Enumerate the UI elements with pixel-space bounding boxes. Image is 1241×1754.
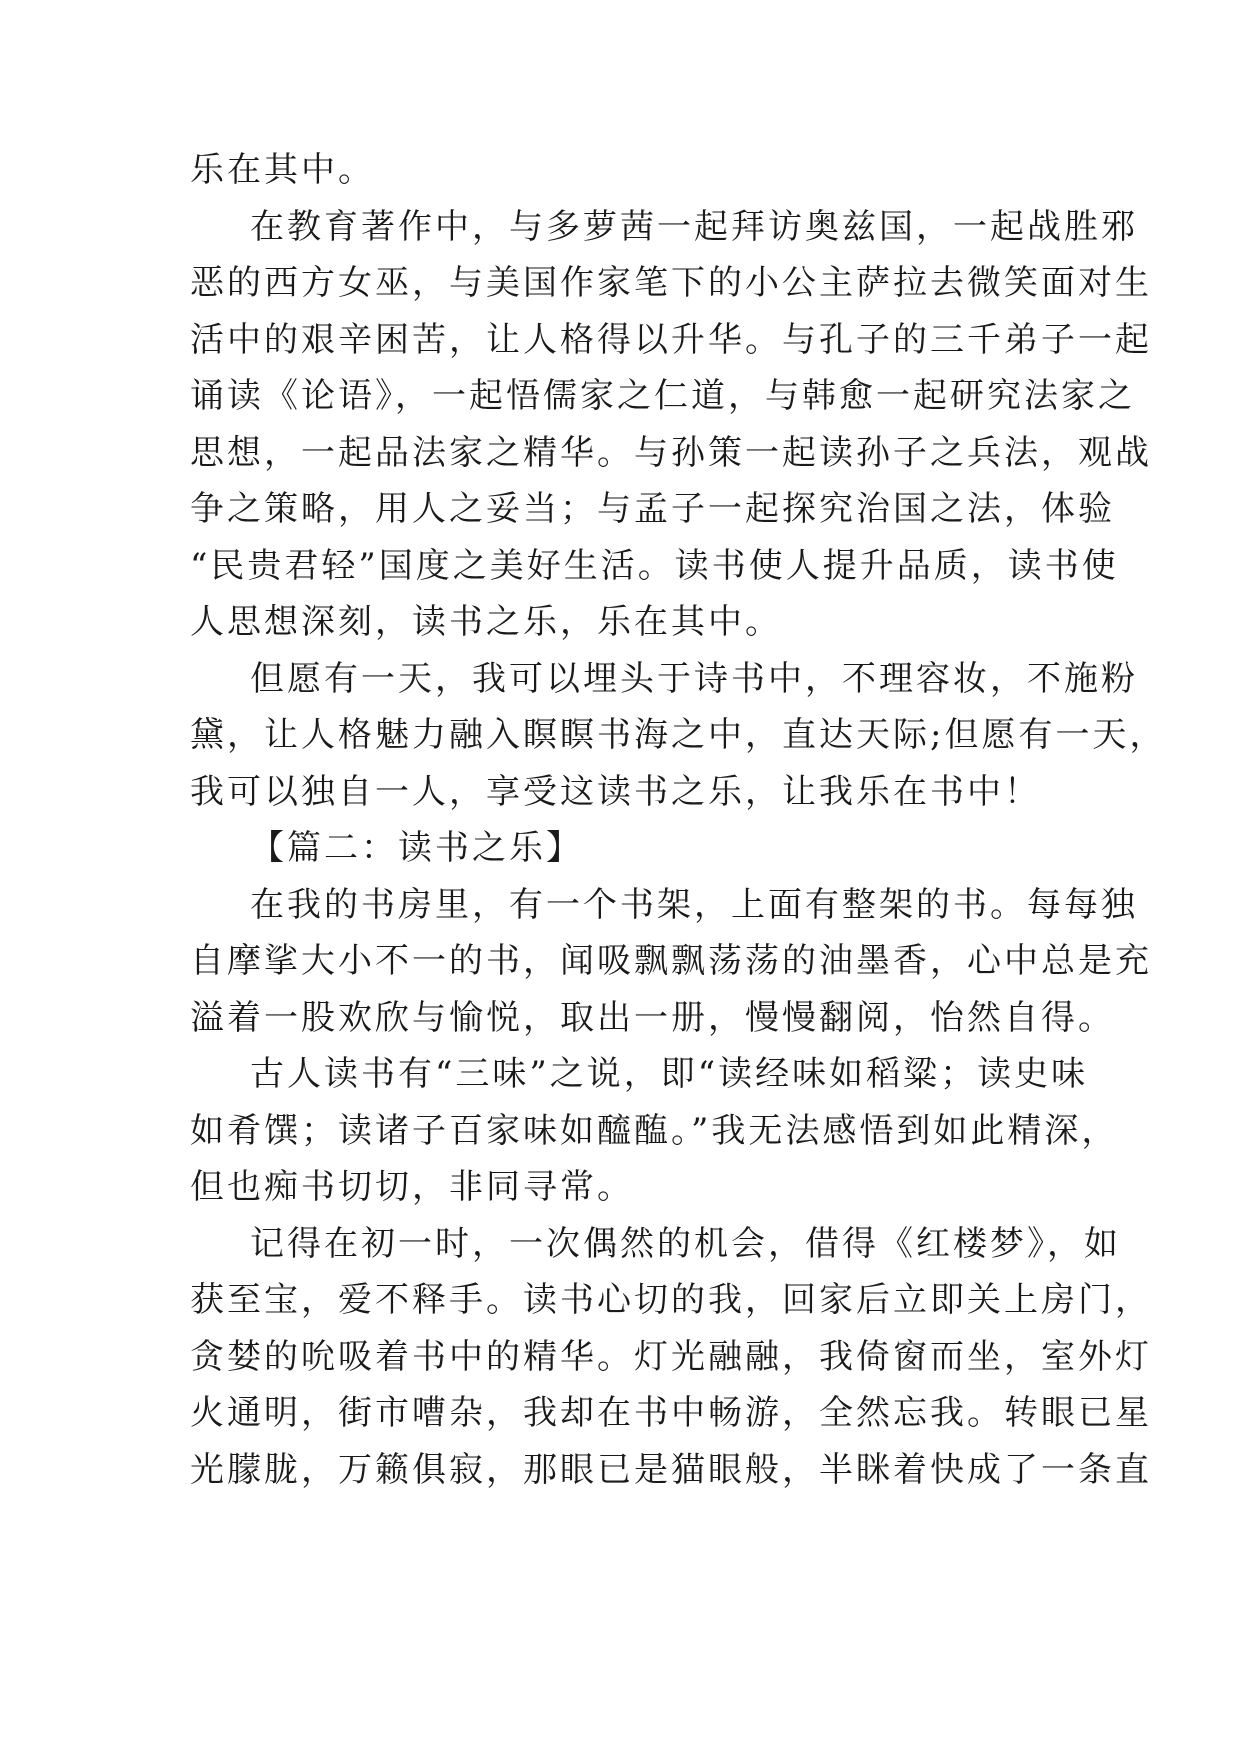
text-line: 我可以独自一人，享受这读书之乐，让我乐在书中！: [190, 772, 1041, 812]
text-line: 如肴馔；读诸子百家味如醯醢。”我无法感悟到如此精深，: [190, 1111, 1119, 1151]
text-line: 诵读《论语》，一起悟儒家之仁道，与韩愈一起研究法家之: [190, 376, 1135, 416]
text-line: 火通明，街市嘈杂，我却在书中畅游，全然忘我。转眼已星: [190, 1393, 1152, 1433]
text-line: 思想，一起品法家之精华。与孙策一起读孙子之兵法，观战: [190, 433, 1152, 473]
text-line: “民贵君轻”国度之美好生活。读书使人提升品质，读书使: [190, 546, 1119, 586]
text-line: 在教育著作中，与多萝茜一起拜访奥兹国，一起战胜邪: [250, 207, 1138, 247]
text-line: 乐在其中。: [190, 150, 375, 190]
text-line: 恶的西方女巫，与美国作家笔下的小公主萨拉去微笑面对生: [190, 263, 1152, 303]
text-line: 人思想深刻，读书之乐，乐在其中。: [190, 602, 782, 642]
text-line: 活中的艰辛困苦，让人格得以升华。与孔子的三千弟子一起: [190, 320, 1152, 360]
text-line: 光朦胧，万籁俱寂，那眼已是猫眼般，半眯着快成了一条直: [190, 1450, 1152, 1490]
text-line: 但也痴书切切，非同寻常。: [190, 1167, 634, 1207]
text-line: 记得在初一时，一次偶然的机会，借得《红楼梦》，如: [250, 1224, 1121, 1264]
text-line: 但愿有一天，我可以埋头于诗书中，不理容妆，不施粉: [250, 659, 1138, 699]
text-line: 黛，让人格魅力融入瞑瞑书海之中，直达天际;但愿有一天，: [190, 715, 1167, 755]
text-line: 溢着一股欢欣与愉悦，取出一册，慢慢翻阅，怡然自得。: [190, 998, 1115, 1038]
text-line: 自摩挲大小不一的书，闻吸飘飘荡荡的油墨香，心中总是充: [190, 941, 1152, 981]
text-line: 获至宝，爱不释手。读书心切的我，回家后立即关上房门，: [190, 1280, 1152, 1320]
section-heading: 【篇二：读书之乐】: [250, 828, 583, 868]
text-line: 古人读书有“三味”之说，即“读经味如稻粱；读史味: [250, 1054, 1089, 1094]
text-line: 贪婪的吮吸着书中的精华。灯光融融，我倚窗而坐，室外灯: [190, 1337, 1152, 1377]
text-line: 争之策略，用人之妥当；与孟子一起探究治国之法，体验: [190, 489, 1115, 529]
text-line: 在我的书房里，有一个书架，上面有整架的书。每每独: [250, 885, 1138, 925]
